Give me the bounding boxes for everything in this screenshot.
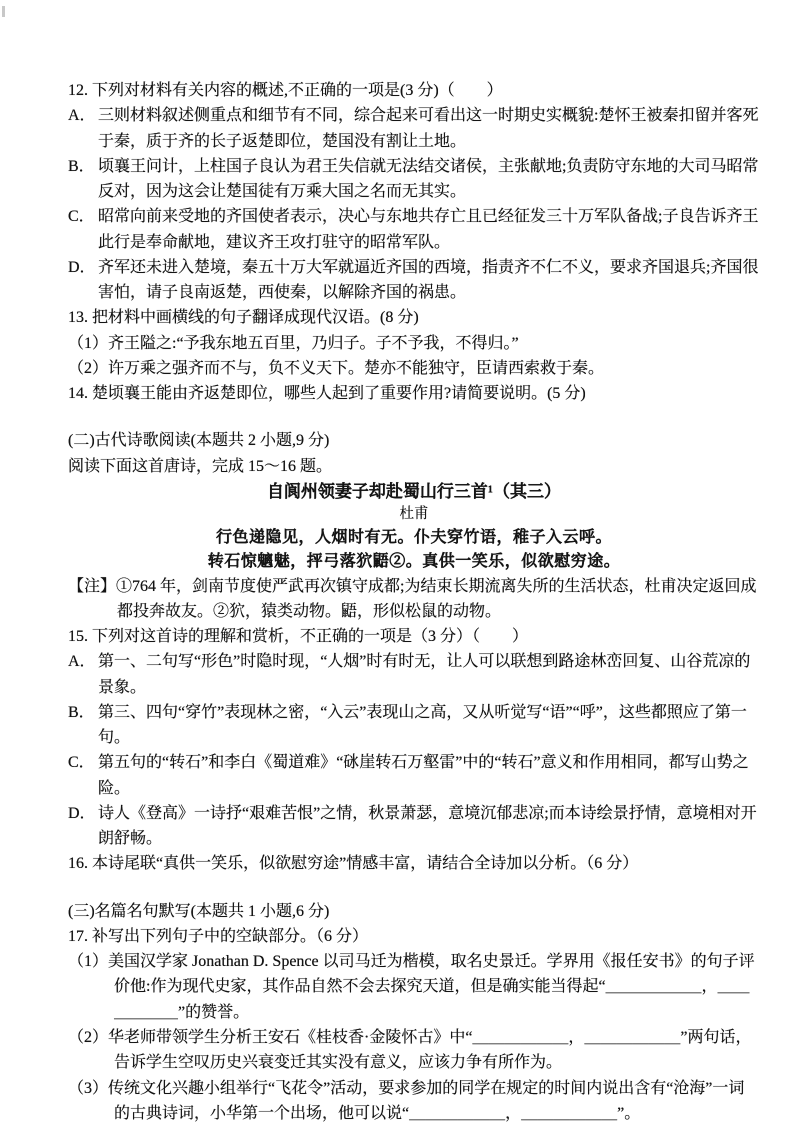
option-line [68,255,760,306]
option-text: 第一、二句写“形色”时隐时现，“人烟”时有时无，让人可以联想到路途林峦回复、山谷荒凉的景象。 [98,653,751,696]
option-label: A． [68,107,96,125]
option-text: 齐军还未进入楚境，秦五十万大军就逼近齐国的西境，指责齐不仁不义，要求齐国退兵;齐国很害怕，请子良南返楚，西使秦，以解除齐国的祸患。 [98,258,759,302]
document-content [68,78,760,1126]
poem-verse: 转石惊魑魅，抨弓落狖鼯②。真供一笑乐，似欲慰穷途。 [207,552,621,570]
spacer [68,406,760,428]
poem-author: 杜甫 [399,506,429,523]
option-line [68,750,760,801]
question-stem: 12. 下列对材料有关内容的概述,不正确的一项是(3 分)（ ） [68,82,503,99]
question-stem: 15. 下列对这首诗的理解和赏析，不正确的一项是（3 分）（ ） [68,628,529,646]
poem-title: 自阆州领妻子却赴蜀山行三首¹（其三） [266,481,562,501]
option-line [68,801,760,852]
sub-item: （3）传统文化兴趣小组举行“飞花令”活动，要求参加的同学在规定的时间内说出含有“沧海”一词的古典诗词，小华第一个出场，他可以说“＿＿＿＿＿＿，＿＿＿＿＿＿”。 [68,1079,745,1122]
option-text: 昭常向前来受地的齐国使者表示，决心与东地共存亡且已经征发三十万军队备战;子良告诉齐王此行是奉命献地，建议齐王攻打驻守的昭常军队。 [98,208,759,251]
note-line: 【注】①764 年，剑南节度使严武再次镇守成都;为结束长期流离失所的生活状态，杜甫决定返回成都投奔故友。②狖，猿类动物。鼯，形似松鼠的动物。 [68,577,757,620]
option-text: 三则材料叙述侧重点和细节有不同，综合起来可看出这一时期史实概貌:楚怀王被秦扣留并客死于秦，质于齐的长子返楚即位，楚国没有割让土地。 [98,107,759,150]
option-text: 诗人《登高》一诗抒“艰难苦恨”之情，秋景萧瑟，意境沉郁悲凉;而本诗绘景抒情，意境相对开朗舒畅。 [98,804,757,848]
question-stem: 13. 把材料中画横线的句子翻译成现代汉语。(8 分) [68,309,419,327]
question-stem: 14. 楚顷襄王能由齐返楚即位，哪些人起到了重要作用?请简要说明。(5 分) [68,385,586,403]
option-label: D． [68,258,96,276]
option-line [68,103,760,154]
sub-item: （2）华老师带领学生分析王安石《桂枝香·金陵怀古》中“＿＿＿＿＿＿，＿＿＿＿＿＿”两句话，告诉学生空叹历史兴衰变迁其实没有意义，应该力争有所作为。 [68,1029,752,1072]
option-text: 第五句的“转石”和李白《蜀道难》“砯崖转石万壑雷”中的“转石”意义和作用相同，都写山势之险。 [98,754,749,797]
poem-verse: 行色递隐见，人烟时有无。仆夫穿竹语，稚子入云呼。 [215,528,612,546]
option-text: 第三、四句“穿竹”表现林之密，“入云”表现山之高，又从听觉写“语”“呼”，这些都照应了第一句。 [98,703,747,747]
option-line [68,649,760,700]
option-text: 顷襄王问计，上柱国子良认为君王失信就无法结交诸侯，主张献地;负责防守东地的大司马昭常反对，因为这会让楚国徒有万乘大国之名而无其实。 [98,157,759,201]
option-label: B． [68,703,95,721]
option-line [68,204,760,255]
option-label: A． [68,653,96,671]
spacer [68,877,760,899]
option-line [68,700,760,751]
option-label: B． [68,157,95,175]
option-label: C． [68,208,95,226]
sub-item: （1）齐王隘之:“予我东地五百里，乃归子。子不予我，不得归。” [68,334,519,352]
sub-item: （1）美国汉学家 Jonathan D. Spence 以司马迁为楷模，取名史景迁。学界用《报任安书》的句子评价他:作为现代史家，其作品自然不会去探究天道，但是确实能当得起“＿＿＿＿＿＿，＿＿＿＿＿＿”的赞誉。 [68,953,755,1021]
question-stem: 16. 本诗尾联“真供一笑乐，似欲慰穷途”情感丰富，请结合全诗加以分析。（6 分） [68,855,639,873]
option-label: D． [68,804,96,822]
scan-artifact [2,6,5,17]
option-line [68,154,760,205]
section-heading: 阅读下面这首唐诗，完成 15～16 题。 [68,457,333,475]
section-heading: (二)古代诗歌阅读(本题共 2 小题,9 分) [68,432,330,450]
question-stem: 17. 补写出下列句子中的空缺部分。（6 分） [68,927,369,945]
option-label: C． [68,754,95,772]
sub-item: （2）许万乘之强齐而不与，负不义天下。楚亦不能独守，臣请西索救于秦。 [68,359,605,377]
section-heading: (三)名篇名句默写(本题共 1 小题,6 分) [68,902,330,920]
